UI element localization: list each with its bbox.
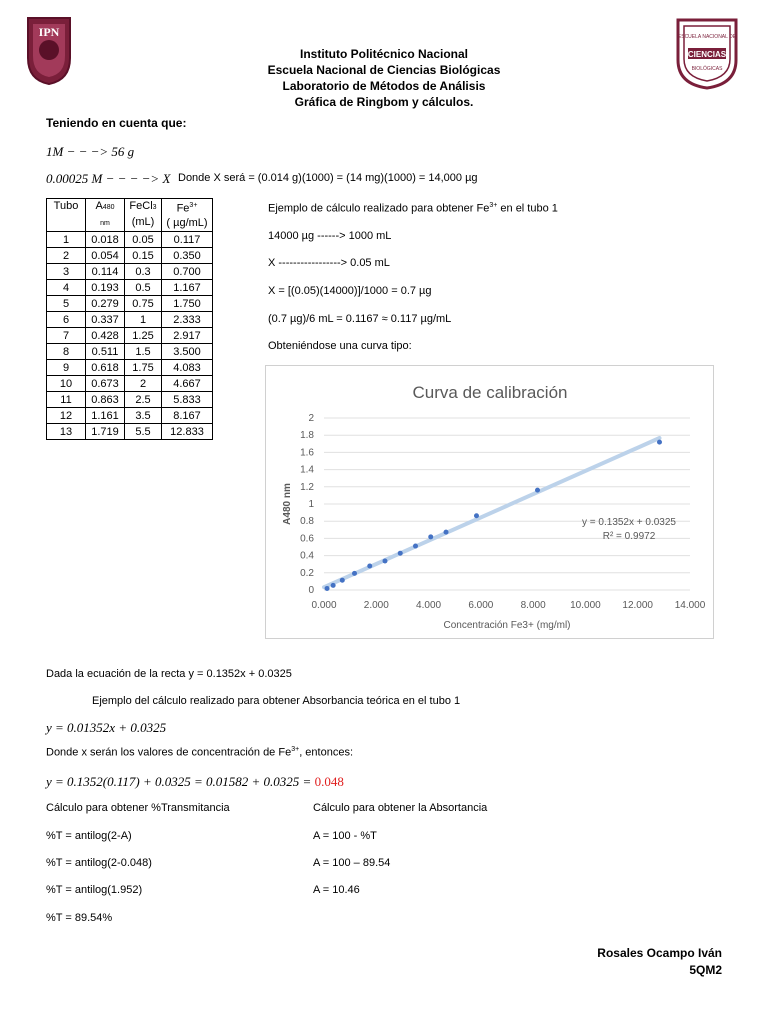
x-tick-label: 6.000 (468, 600, 494, 611)
data-point (331, 583, 336, 588)
cell-fecl3: 0.75 (125, 296, 162, 312)
table-row (47, 328, 213, 344)
cell-tube: 6 (47, 312, 86, 328)
example1-line2: X -----------------> 0.05 mL (268, 257, 390, 269)
cell-fe-conc: 3.500 (162, 344, 213, 360)
cell-tube: 13 (47, 424, 86, 440)
y-tick-label: 1.4 (300, 464, 314, 476)
author-name: Rosales Ocampo Iván (597, 946, 722, 960)
cell-fe-conc: 4.667 (162, 376, 213, 392)
cell-fe-conc: 12.833 (162, 424, 213, 440)
cell-absorbance: 0.511 (86, 344, 125, 360)
example1-line1: 14000 µg ------> 1000 mL (268, 230, 392, 242)
cell-fe-conc: 0.350 (162, 248, 213, 264)
ipn-logo-text: IPN (38, 25, 60, 39)
cell-fecl3: 0.5 (125, 280, 162, 296)
cell-tube: 1 (47, 232, 86, 248)
cell-fecl3: 1 (125, 312, 162, 328)
cell-absorbance: 0.018 (86, 232, 125, 248)
calibration-chart-svg (266, 366, 713, 638)
seal-bot-text: BIOLÓGICAS (691, 66, 723, 72)
x-tick-label: 10.000 (570, 600, 601, 611)
data-point (428, 534, 433, 539)
transmit-line2: %T = antilog(2-0.048) (46, 857, 152, 869)
header-school: Escuela Nacional de Ciencias Biológicas (267, 63, 501, 77)
cell-fe-conc: 1.167 (162, 280, 213, 296)
data-point (444, 530, 449, 535)
intro-heading: Teniendo en cuenta que: (46, 116, 187, 130)
section2-line2: Ejemplo del cálculo realizado para obtener Absorbancia teórica en el tubo 1 (92, 695, 461, 707)
table-row (47, 248, 213, 264)
table-row (47, 232, 213, 248)
absort-line3: A = 10.46 (313, 884, 360, 896)
y-tick-label: 1.8 (300, 430, 314, 442)
table-row (47, 360, 213, 376)
intro-equation-1: 1M − − −> 56 g (46, 144, 135, 159)
example1-line5: Obteniéndose una curva tipo: (268, 340, 412, 352)
cell-absorbance: 1.719 (86, 424, 125, 440)
cell-fecl3: 1.5 (125, 344, 162, 360)
cell-tube: 7 (47, 328, 86, 344)
section2-line1: Dada la ecuación de la recta y = 0.1352x + 0.0325 (46, 668, 292, 680)
cell-absorbance: 0.114 (86, 264, 125, 280)
intro-where: Donde X será = (0.014 g)(1000) = (14 mg)(1000) = 14,000 µg (178, 172, 478, 184)
cell-absorbance: 0.428 (86, 328, 125, 344)
example1-line4: (0.7 µg)/6 mL = 0.1167 ≈ 0.117 µg/mL (268, 313, 452, 325)
trend-equation: y = 0.1352x + 0.0325 (582, 517, 676, 528)
header-tube: Tubo (47, 199, 86, 232)
cell-tube: 9 (47, 360, 86, 376)
data-point (398, 551, 403, 556)
y-tick-label: 0.8 (300, 516, 314, 528)
table-row (47, 392, 213, 408)
section2-line3: Donde x serán los valores de concentración de $Fe^{3+}$, entonces: (46, 746, 354, 759)
table-row (47, 296, 213, 312)
cell-fecl3: 3.5 (125, 408, 162, 424)
header-lab: Laboratorio de Métodos de Análisis (282, 79, 486, 93)
x-tick-label: 0.000 (311, 600, 337, 611)
x-tick-label: 8.000 (520, 600, 546, 611)
cell-absorbance: 0.337 (86, 312, 125, 328)
seal-mid-text: CIENCIAS (687, 50, 727, 59)
cell-fe-conc: 5.833 (162, 392, 213, 408)
cell-tube: 3 (47, 264, 86, 280)
y-axis-label: A480 nm (282, 483, 293, 525)
data-point (657, 440, 662, 445)
intro-equation-2: 0.00025 M − − − −> X (46, 171, 171, 186)
trend-r2: R² = 0.9972 (602, 531, 656, 542)
header-absorbance: A480 nm (86, 199, 125, 232)
absort-line1: A = 100 - %T (313, 830, 377, 842)
data-point (413, 544, 418, 549)
chart-title: Curva de calibración (412, 383, 568, 402)
table-row (47, 312, 213, 328)
cell-absorbance: 0.279 (86, 296, 125, 312)
cell-tube: 8 (47, 344, 86, 360)
absort-title: Cálculo para obtener la Absortancia (313, 802, 488, 814)
absort-line2: A = 100 – 89.54 (313, 857, 391, 869)
cell-fecl3: 1.75 (125, 360, 162, 376)
section2-equation: y = 0.01352x + 0.0325 (46, 720, 167, 735)
cell-tube: 4 (47, 280, 86, 296)
y-tick-label: 1.6 (300, 447, 314, 459)
transmit-line1: %T = antilog(2-A) (46, 830, 132, 842)
data-point (382, 559, 387, 564)
x-tick-label: 2.000 (363, 600, 389, 611)
cell-tube: 11 (47, 392, 86, 408)
transmit-line4: %T = 89.54% (46, 912, 113, 924)
cell-fe-conc: 0.700 (162, 264, 213, 280)
table-row (47, 408, 213, 424)
cell-absorbance: 0.863 (86, 392, 125, 408)
data-table (46, 198, 213, 440)
cell-fecl3: 0.05 (125, 232, 162, 248)
header-institute: Instituto Politécnico Nacional (299, 47, 469, 61)
cell-tube: 2 (47, 248, 86, 264)
seal-top-text: ESCUELA NACIONAL DE (677, 34, 737, 40)
data-point (367, 564, 372, 569)
cell-fecl3: 0.15 (125, 248, 162, 264)
cell-fe-conc: 2.917 (162, 328, 213, 344)
data-point (352, 571, 357, 576)
data-point (474, 513, 479, 518)
y-tick-label: 0 (308, 585, 314, 596)
table-header-row (47, 199, 213, 232)
section2-equation-2: y = 0.1352(0.117) + 0.0325 = 0.01582 + 0.0325 = 0.048 (46, 774, 344, 789)
x-tick-label: 12.000 (622, 600, 654, 611)
trendline (324, 438, 659, 587)
y-tick-label: 1.2 (300, 481, 314, 493)
y-tick-label: 2 (308, 413, 314, 424)
table-row (47, 280, 213, 296)
transmit-title: Cálculo para obtener %Transmitancia (46, 802, 230, 814)
cell-fecl3: 2 (125, 376, 162, 392)
table-row (47, 424, 213, 440)
x-axis-label: Concentración Fe3+ (mg/ml) (443, 620, 571, 631)
table-row (47, 376, 213, 392)
cell-fe-conc: 8.167 (162, 408, 213, 424)
x-tick-label: 4.000 (416, 600, 442, 611)
header-title: Gráfica de Ringbom y cálculos. (294, 95, 474, 109)
cell-absorbance: 0.054 (86, 248, 125, 264)
x-tick-label: 14.000 (674, 600, 706, 611)
header-fecl3: FeCl3 (mL) (125, 199, 162, 232)
example1-title: Ejemplo de cálculo realizado para obtener $Fe^{3+}$ en el tubo 1 (268, 202, 558, 215)
calibration-chart (265, 365, 714, 639)
y-tick-label: 0.2 (300, 567, 314, 579)
cell-fecl3: 1.25 (125, 328, 162, 344)
y-tick-label: 0.6 (300, 533, 314, 545)
cell-tube: 12 (47, 408, 86, 424)
cell-fe-conc: 1.750 (162, 296, 213, 312)
data-point (535, 488, 540, 493)
data-point (325, 586, 330, 591)
cell-fe-conc: 0.117 (162, 232, 213, 248)
cell-fe-conc: 2.333 (162, 312, 213, 328)
cell-absorbance: 1.161 (86, 408, 125, 424)
author-group: 5QM2 (689, 963, 722, 977)
cell-absorbance: 0.193 (86, 280, 125, 296)
header-fe-conc: $Fe^{3+}$ ( µg/mL) (162, 199, 213, 232)
table-row (47, 264, 213, 280)
cell-tube: 5 (47, 296, 86, 312)
absorbance-result: 0.048 (314, 774, 344, 789)
transmit-line3: %T = antilog(1.952) (46, 884, 143, 896)
cell-fecl3: 2.5 (125, 392, 162, 408)
cell-absorbance: 0.618 (86, 360, 125, 376)
cell-tube: 10 (47, 376, 86, 392)
cell-fecl3: 5.5 (125, 424, 162, 440)
y-tick-label: 1 (308, 499, 314, 510)
example1-line3: X = [(0.05)(14000)]/1000 = 0.7 µg (268, 285, 432, 297)
table-row (47, 344, 213, 360)
cell-fe-conc: 4.083 (162, 360, 213, 376)
cell-fecl3: 0.3 (125, 264, 162, 280)
cell-absorbance: 0.673 (86, 376, 125, 392)
data-point (340, 578, 345, 583)
y-tick-label: 0.4 (300, 550, 314, 562)
